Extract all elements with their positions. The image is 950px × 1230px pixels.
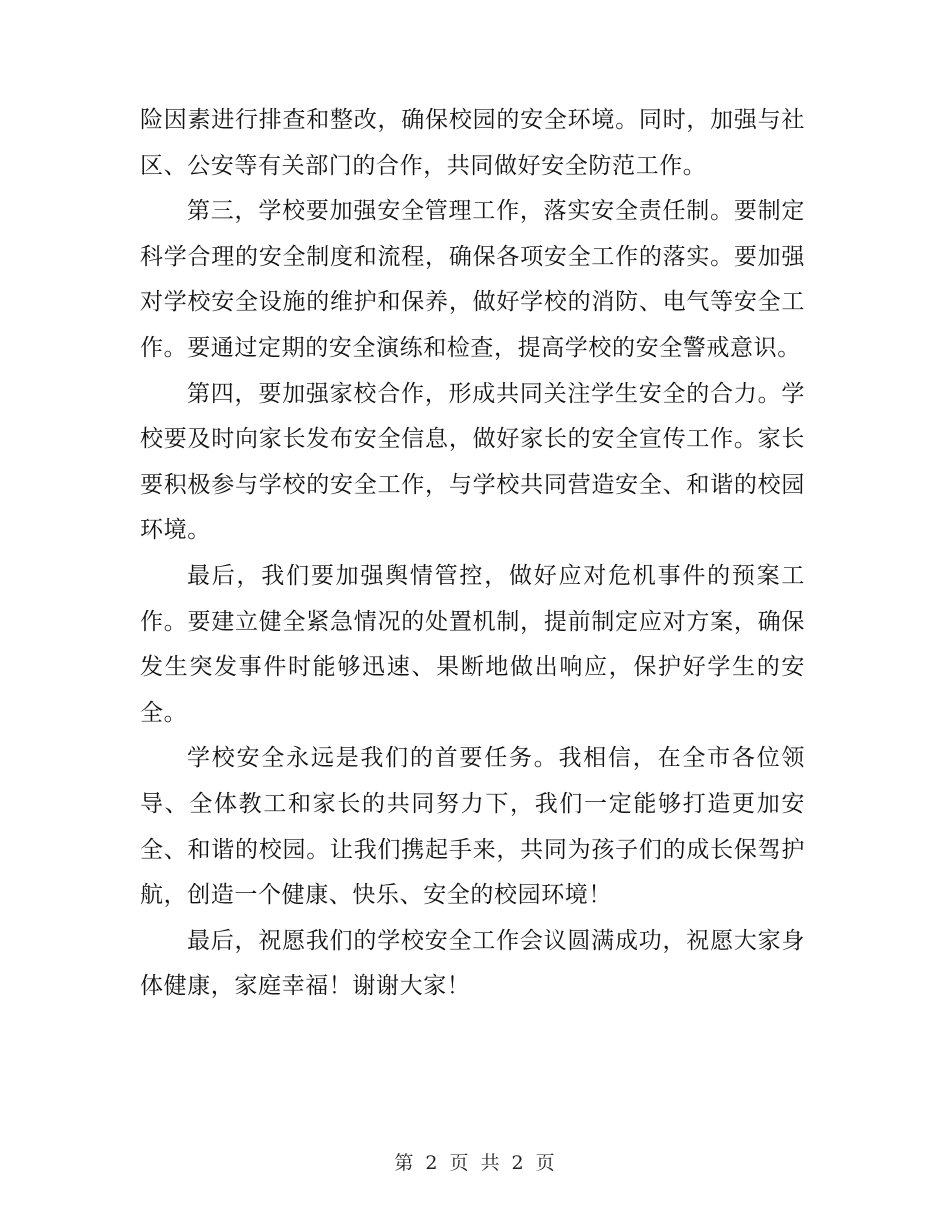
document-body: [140, 98, 805, 1010]
paragraph-continuation: 险因素进行排查和整改，确保校园的安全环境。同时，加强与社区、公安等有关部门的合作，共同做好安全防范工作。: [140, 107, 805, 179]
paragraph-fourth-point: 第四，要加强家校合作，形成共同关注学生安全的合力。学校要及时向家长发布安全信息，做好家长的安全宣传工作。家长要积极参与学校的安全工作，与学校共同营造安全、和谐的校园环境。: [140, 380, 805, 544]
paragraph-closing-wishes: 最后，祝愿我们的学校安全工作会议圆满成功，祝愿大家身体健康，家庭幸福！谢谢大家！: [140, 927, 805, 1000]
page-number-footer: 第 2 页 共 2 页: [394, 1152, 556, 1174]
paragraph-third-point: 第三，学校要加强安全管理工作，落实安全责任制。要制定科学合理的安全制度和流程，确保各项安全工作的落实。要加强对学校安全设施的维护和保养，做好学校的消防、电气等安全工作。要通过定期的安全演练和检查，提高学校的安全警戒意识。: [140, 198, 805, 361]
paragraph-finally-public-opinion: 最后，我们要加强舆情管控，做好应对危机事件的预案工作。要建立健全紧急情况的处置机制，提前制定应对方案，确保发生突发事件时能够迅速、果断地做出响应，保护好学生的安全。: [140, 562, 805, 726]
paragraph-school-safety-priority: 学校安全永远是我们的首要任务。我相信，在全市各位领导、全体教工和家长的共同努力下，我们一定能够打造更加安全、和谐的校园。让我们携起手来，共同为孩子们的成长保驾护航，创造一个健康、快乐、安全的校园环境！: [140, 745, 805, 909]
